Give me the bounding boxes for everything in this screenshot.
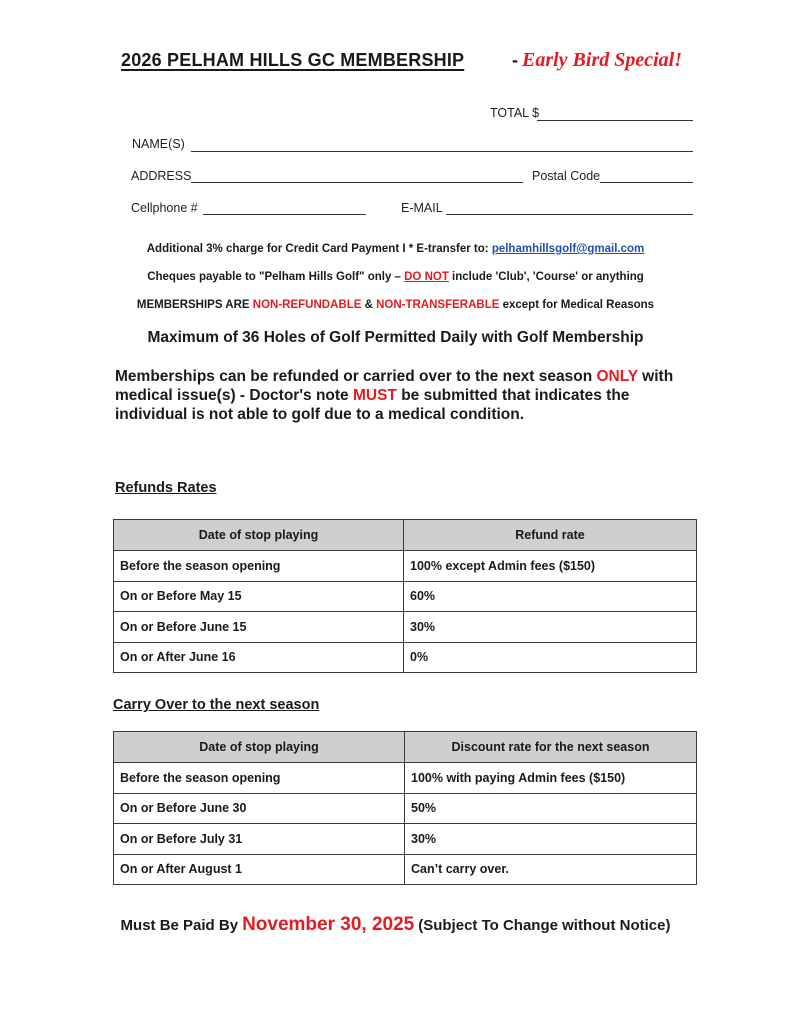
table-cell: 100% with paying Admin fees ($150): [405, 763, 697, 794]
table-row: [114, 581, 697, 612]
memberships-text-2: except for Medical Reasons: [499, 299, 655, 311]
column-header: Date of stop playing: [114, 732, 405, 763]
deadline-note: (Subject To Change without Notice): [418, 917, 671, 934]
column-header: Date of stop playing: [114, 520, 404, 551]
email-label: E-MAIL: [401, 201, 443, 215]
page-title: 2026 PELHAM HILLS GC MEMBERSHIP: [121, 50, 465, 70]
do-not-text: DO NOT: [404, 271, 449, 283]
email-field[interactable]: [446, 214, 693, 215]
etransfer-email-link[interactable]: pelhamhillsgolf@gmail.com: [491, 243, 645, 255]
cheques-text-1: Cheques payable to "Pelham Hills Golf" only –: [147, 271, 405, 283]
title-dash: -: [512, 50, 518, 70]
medical-text-1: Memberships can be refunded or carried over to the next season: [115, 368, 597, 385]
table-cell: On or After August 1: [114, 854, 405, 885]
total-label: TOTAL $: [490, 106, 540, 120]
table-cell: On or Before July 31: [114, 824, 405, 855]
medical-text-2: with medical issue(s) - Doctor's note: [115, 368, 674, 404]
max-holes-notice: Maximum of 36 Holes of Golf Permitted Daily with Golf Membership: [147, 329, 644, 346]
table-cell: 60%: [404, 581, 697, 612]
refunds-heading: Refunds Rates: [115, 480, 217, 496]
table-header-row: [114, 732, 697, 763]
refunds-table: [113, 519, 697, 673]
table-cell: On or After June 16: [114, 642, 404, 673]
table-row: [114, 793, 697, 824]
table-cell: On or Before May 15: [114, 581, 404, 612]
table-cell: 0%: [404, 642, 697, 673]
column-header: Discount rate for the next season: [405, 732, 697, 763]
non-refundable-notice: [0, 299, 791, 311]
medical-text-3: be submitted that indicates the individual is not able to golf due to a medical condition.: [115, 387, 630, 423]
carry-over-heading: Carry Over to the next season: [113, 697, 320, 713]
table-row: [114, 612, 697, 643]
table-row: [114, 763, 697, 794]
table-cell: 30%: [405, 824, 697, 855]
cheques-notice: [0, 271, 791, 283]
table-cell: 30%: [404, 612, 697, 643]
payment-deadline: [0, 914, 791, 936]
postal-code-field[interactable]: [600, 182, 693, 183]
credit-card-notice: [0, 243, 791, 255]
table-cell: Before the season opening: [114, 763, 405, 794]
table-cell: 100% except Admin fees ($150): [404, 551, 697, 582]
table-cell: On or Before June 15: [114, 612, 404, 643]
table-row: [114, 642, 697, 673]
deadline-date: November 30, 2025: [242, 914, 415, 935]
table-row: [114, 551, 697, 582]
column-header: Refund rate: [404, 520, 697, 551]
names-label: NAME(S): [132, 137, 185, 151]
names-field[interactable]: [191, 151, 693, 152]
address-field[interactable]: [191, 182, 523, 183]
early-bird-subtitle: [512, 49, 682, 72]
non-refundable-text: NON-REFUNDABLE: [252, 299, 362, 311]
non-transferable-text: NON-TRANSFERABLE: [376, 299, 500, 311]
early-bird-text: Early Bird Special!: [522, 49, 683, 71]
cellphone-label: Cellphone #: [131, 201, 198, 215]
deadline-label: Must Be Paid By: [120, 917, 239, 934]
table-cell: 50%: [405, 793, 697, 824]
only-text: ONLY: [596, 368, 638, 385]
memberships-text-1: MEMBERSHIPS ARE: [136, 299, 253, 311]
table-cell: Before the season opening: [114, 551, 404, 582]
cellphone-field[interactable]: [203, 214, 366, 215]
amp-text: &: [361, 299, 377, 311]
cheques-text-2: include 'Club', 'Course' or anything: [448, 271, 644, 283]
table-row: [114, 854, 697, 885]
medical-policy-paragraph: [115, 367, 695, 424]
address-label: ADDRESS: [131, 169, 192, 183]
table-cell: On or Before June 30: [114, 793, 405, 824]
must-text: MUST: [352, 387, 397, 404]
table-row: [114, 824, 697, 855]
table-cell: Can’t carry over.: [405, 854, 697, 885]
postal-code-label: Postal Code: [532, 169, 601, 183]
table-header-row: [114, 520, 697, 551]
total-field[interactable]: [537, 120, 693, 121]
carry-over-table: [113, 731, 697, 885]
credit-card-text: Additional 3% charge for Credit Card Payment I * E-transfer to:: [146, 243, 492, 255]
